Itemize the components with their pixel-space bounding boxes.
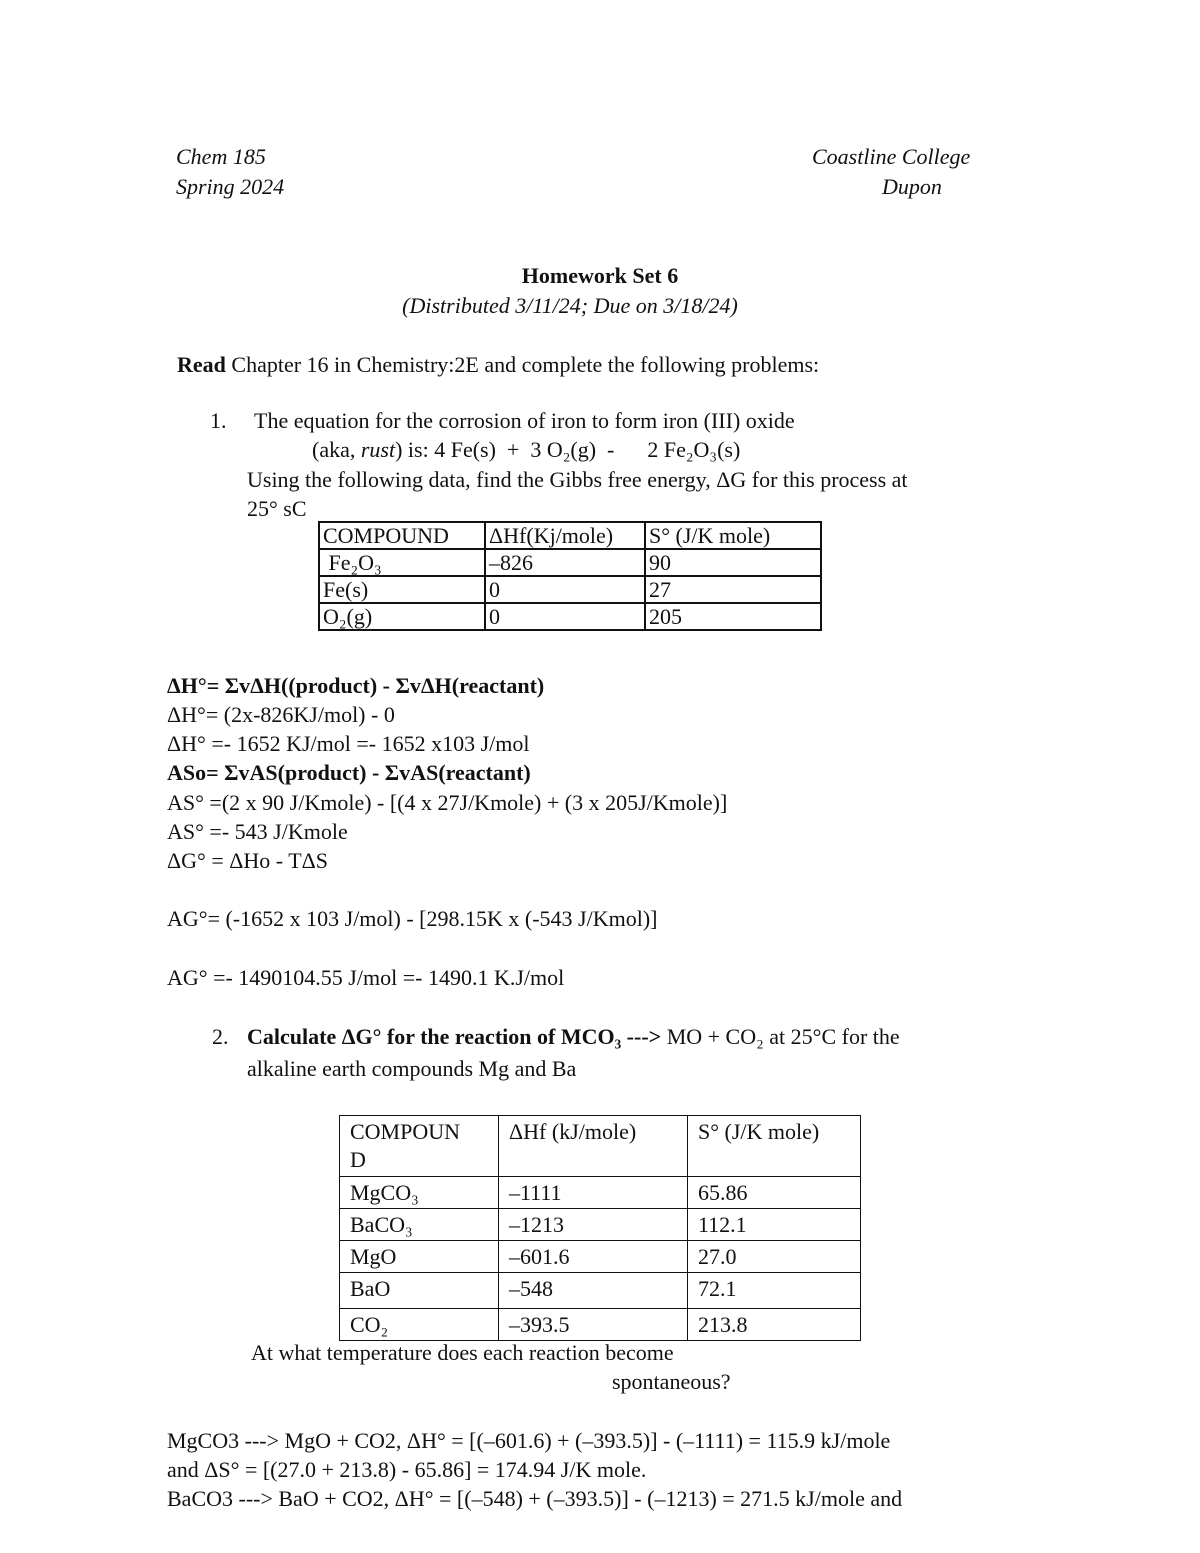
problem1-line3: Using the following data, find the Gibbs free energy, ΔG for this process at (247, 467, 908, 492)
table-cell: 0 (485, 603, 645, 630)
table-cell: –826 (485, 549, 645, 576)
college-name: Coastline College (812, 144, 971, 169)
solution-line: AS° =(2 x 90 J/Kmole) - [(4 x 27J/Kmole) + (3 x 205J/Kmole)] (167, 790, 728, 815)
table-cell: 0 (485, 576, 645, 603)
answer-line: MgCO3 ---> MgO + CO2, ΔH° = [(–601.6) + (–393.5)] - (–1111) = 115.9 kJ/mole (167, 1428, 891, 1453)
problem1-line1: The equation for the corrosion of iron to form iron (III) oxide (254, 408, 795, 433)
table-row (319, 603, 821, 630)
problem1-number: 1. (210, 408, 227, 433)
problem1-equation: ) is: 4 Fe(s) + 3 O₂(g) - 2 Fe₂O₃(s) (395, 437, 741, 462)
table-header-cell: ΔHf(Kj/mole) (485, 522, 645, 549)
instructor-name: Dupon (882, 174, 942, 199)
solution-line: ΔG° = ΔHo - TΔS (167, 848, 329, 873)
solution-line: ΔH°= ΣvΔH((product) - ΣvΔH(reactant) (167, 673, 545, 698)
table-cell: BaCO₃ (340, 1209, 499, 1241)
problem1-data-table (318, 521, 822, 631)
table-cell: O₂(g) (319, 603, 485, 630)
solution-line: AS° =- 543 J/Kmole (167, 819, 348, 844)
table-header-row (340, 1116, 861, 1177)
problem2-question-cont: spontaneous? (612, 1369, 731, 1394)
problem2-line1-bold: Calculate ΔG° for the reaction of MCO₃ ---> (247, 1024, 662, 1049)
problem1-line2-italic: rust (360, 437, 396, 462)
problem1-line2 (312, 437, 740, 463)
table-cell: 90 (645, 549, 821, 576)
solution-line: ΔH°= (2x-826KJ/mol) - 0 (167, 702, 395, 727)
table-cell: 72.1 (688, 1273, 861, 1309)
table-cell: 65.86 (688, 1177, 861, 1209)
table-cell: 112.1 (688, 1209, 861, 1241)
table-header-cell: S° (J/K mole) (688, 1116, 861, 1177)
solution-line: ASo= ΣvAS(product) - ΣvAS(reactant) (167, 760, 531, 785)
table-cell: CO₂ (340, 1309, 499, 1341)
problem1-line2-pre: (aka, (312, 437, 361, 462)
solution-line: ΔH° =- 1652 KJ/mol =- 1652 x103 J/mol (167, 731, 530, 756)
intro-rest: Chapter 16 in Chemistry:2E and complete the following problems: (225, 352, 820, 377)
table-header-row (319, 522, 821, 549)
table-cell: 205 (645, 603, 821, 630)
problem2-number: 2. (212, 1024, 229, 1049)
intro-line (177, 352, 819, 378)
problem2-line1 (247, 1024, 900, 1050)
table-row (319, 549, 821, 576)
table-row (340, 1309, 861, 1341)
table-header-cell: ΔHf (kJ/mole) (499, 1116, 688, 1177)
table-row (340, 1209, 861, 1241)
table-header-cell: S° (J/K mole) (645, 522, 821, 549)
problem2-data-table (339, 1115, 861, 1341)
course-term: Spring 2024 (176, 174, 285, 199)
problem1-line4: 25° sC (247, 496, 307, 521)
problem2-line1-rest: MO + CO₂ at 25°C for the (661, 1024, 900, 1049)
table-cell: BaO (340, 1273, 499, 1309)
page-title: Homework Set 6 (521, 263, 679, 288)
problem2-question: At what temperature does each reaction become (251, 1340, 674, 1365)
course-name: Chem 185 (176, 144, 266, 169)
table-cell: 213.8 (688, 1309, 861, 1341)
table-row (319, 576, 821, 603)
table-cell: Fe₂O₃ (319, 549, 485, 576)
answer-line: and ΔS° = [(27.0 + 213.8) - 65.86] = 174.94 J/K mole. (167, 1457, 647, 1482)
solution-line: AG° =- 1490104.55 J/mol =- 1490.1 K.J/mol (167, 965, 565, 990)
table-header-cell: COMPOUND (319, 522, 485, 549)
table-cell: MgCO₃ (340, 1177, 499, 1209)
intro-bold: Read (177, 352, 226, 377)
table-cell: –1213 (499, 1209, 688, 1241)
table-cell: 27.0 (688, 1241, 861, 1273)
solution-line: AG°= (-1652 x 103 J/mol) - [298.15K x (-543 J/Kmol)] (167, 906, 658, 931)
table-cell: –548 (499, 1273, 688, 1309)
table-cell: Fe(s) (319, 576, 485, 603)
page-subtitle: (Distributed 3/11/24; Due on 3/18/24) (402, 293, 738, 318)
table-row (340, 1177, 861, 1209)
table-cell: –1111 (499, 1177, 688, 1209)
answer-line: BaCO3 ---> BaO + CO2, ΔH° = [(–548) + (–393.5)] - (–1213) = 271.5 kJ/mole and (167, 1486, 903, 1511)
table-row (340, 1273, 861, 1309)
table-cell: –393.5 (499, 1309, 688, 1341)
table-row (340, 1241, 861, 1273)
table-header-cell: COMPOUN D (340, 1116, 499, 1177)
table-cell: MgO (340, 1241, 499, 1273)
table-cell: –601.6 (499, 1241, 688, 1273)
table-cell: 27 (645, 576, 821, 603)
problem2-line2: alkaline earth compounds Mg and Ba (247, 1056, 577, 1081)
